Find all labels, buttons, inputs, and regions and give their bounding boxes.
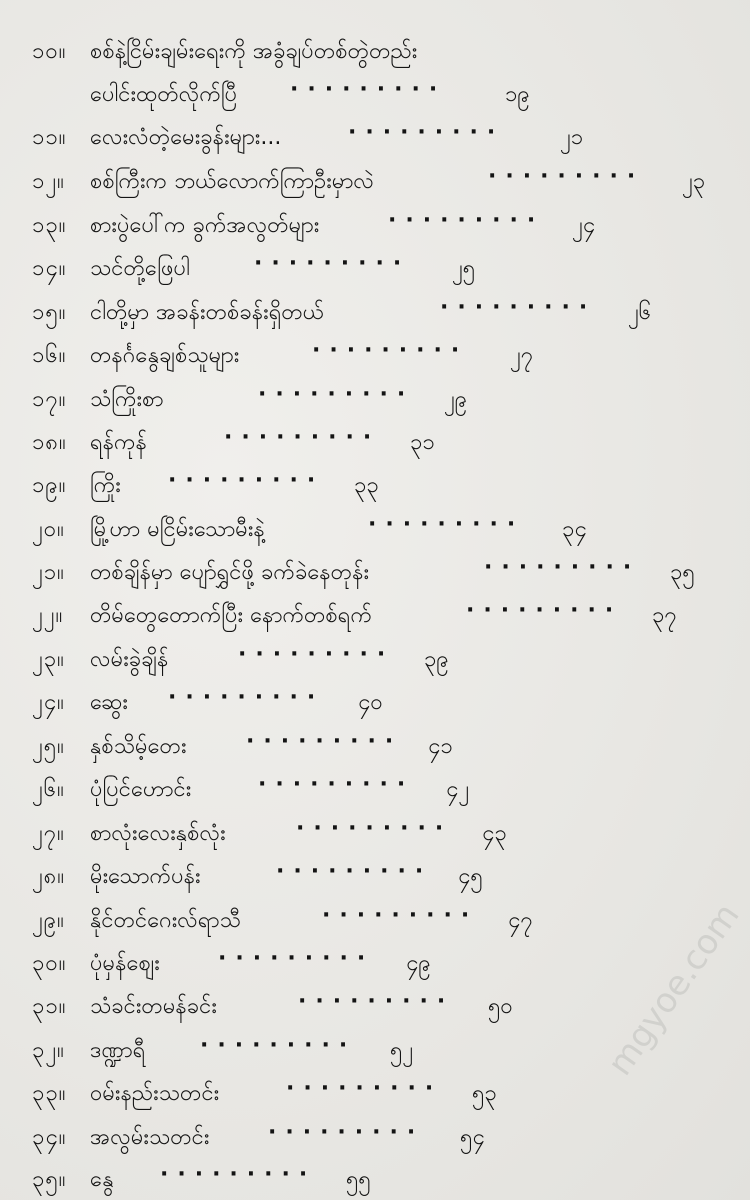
entry-page-number: ၃၄ bbox=[562, 517, 587, 542]
entry-title: စားပွဲပေါ်က ခွက်အလွတ်များ bbox=[90, 213, 320, 238]
entry-number: ၁၁။ bbox=[32, 125, 67, 150]
toc-entry bbox=[0, 466, 750, 506]
entry-title: သံကြိုးစာ bbox=[90, 387, 164, 412]
dot-leader: ········· bbox=[246, 729, 403, 754]
entry-number: ၁၈။ bbox=[32, 430, 67, 455]
entry-number: ၁၉။ bbox=[32, 473, 67, 498]
dot-leader: ········· bbox=[286, 1076, 443, 1101]
entry-title: ပုံပြင်ဟောင်း bbox=[90, 777, 192, 802]
entry-title: နိုင်တင်ဂေးလ်ရာသီ bbox=[90, 908, 241, 933]
toc-entry bbox=[0, 1074, 750, 1114]
dot-leader: ········· bbox=[258, 772, 415, 797]
entry-page-number: ၄၃ bbox=[482, 821, 507, 846]
entry-number: ၂၆။ bbox=[32, 777, 65, 802]
entry-title: နှစ်သိမ့်တေး bbox=[90, 734, 187, 759]
dot-leader: ········· bbox=[466, 598, 623, 623]
entry-title: တိမ်တွေတောက်ပြီး နောက်တစ်ရက် bbox=[90, 603, 372, 628]
toc-entry bbox=[0, 32, 750, 72]
dot-leader: ········· bbox=[258, 382, 415, 407]
dot-leader: ········· bbox=[168, 468, 325, 493]
toc-entry bbox=[0, 249, 750, 289]
dot-leader: ········· bbox=[254, 251, 411, 276]
entry-title: ကြိုး bbox=[90, 473, 121, 498]
entry-title: စစ်ကြီးက ဘယ်လောက်ကြာဦးမှာလဲ bbox=[90, 169, 375, 194]
toc-entry-continuation bbox=[0, 75, 750, 115]
entry-title: ဝမ်းနည်းသတင်း bbox=[90, 1081, 220, 1106]
entry-title: သင်တို့ဖြေပါ bbox=[90, 256, 190, 281]
entry-number: ၂၃။ bbox=[32, 647, 65, 672]
entry-page-number: ၂၅ bbox=[452, 256, 476, 281]
entry-number: ၂၈။ bbox=[32, 864, 66, 889]
toc-entry bbox=[0, 118, 750, 158]
entry-number: ၃၀။ bbox=[32, 951, 67, 976]
toc-entry bbox=[0, 727, 750, 767]
dot-leader: ········· bbox=[224, 425, 381, 450]
entry-number: ၃၅။ bbox=[32, 1167, 67, 1192]
watermark: mgyoe.com bbox=[600, 896, 748, 1083]
entry-page-number: ၃၁ bbox=[410, 430, 435, 455]
dot-leader: ········· bbox=[276, 859, 433, 884]
dot-leader: ········· bbox=[238, 642, 395, 667]
entry-title: ဆွေး bbox=[90, 690, 128, 715]
entry-title: အလွမ်းသတင်း bbox=[90, 1125, 210, 1150]
entry-page-number: ၄၉ bbox=[406, 951, 431, 976]
toc-entry bbox=[0, 162, 750, 202]
toc-entry bbox=[0, 553, 750, 593]
entry-number: ၁၇။ bbox=[32, 387, 67, 412]
toc-entry bbox=[0, 770, 750, 810]
toc-entry bbox=[0, 814, 750, 854]
toc-entry bbox=[0, 596, 750, 636]
entry-number: ၁၂။ bbox=[32, 169, 65, 194]
entry-page-number: ၃၅ bbox=[670, 560, 695, 585]
entry-number: ၂၀။ bbox=[32, 517, 65, 542]
entry-number: ၂၄။ bbox=[32, 690, 65, 715]
entry-number: ၁၄။ bbox=[32, 256, 67, 281]
toc-entry bbox=[0, 857, 750, 897]
toc-entry bbox=[0, 1160, 750, 1200]
entry-page-number: ၁၉ bbox=[505, 82, 530, 107]
entry-page-number: ၂၁ bbox=[560, 125, 584, 150]
dot-leader: ········· bbox=[298, 989, 455, 1014]
dot-leader: ········· bbox=[484, 555, 641, 580]
entry-number: ၁၅။ bbox=[32, 300, 67, 325]
entry-page-number: ၄၂ bbox=[446, 777, 470, 802]
entry-page-number: ၃၃ bbox=[354, 473, 379, 498]
entry-page-number: ၅၂ bbox=[390, 1038, 414, 1063]
entry-page-number: ၂၆ bbox=[628, 300, 652, 325]
entry-number: ၂၂။ bbox=[32, 603, 64, 628]
entry-page-number: ၄၅ bbox=[458, 864, 483, 889]
entry-page-number: ၄၁ bbox=[428, 734, 453, 759]
entry-title: မြို့ဟာ မငြိမ်းသောမီးနဲ့ bbox=[90, 517, 265, 542]
dot-leader: ········· bbox=[388, 208, 545, 233]
toc-entry bbox=[0, 206, 750, 246]
entry-number: ၂၅။ bbox=[32, 734, 65, 759]
dot-leader: ········· bbox=[348, 120, 505, 145]
toc-entry bbox=[0, 380, 750, 420]
entry-number: ၂၉။ bbox=[32, 908, 65, 933]
toc-entry bbox=[0, 293, 750, 333]
entry-page-number: ၅၀ bbox=[488, 994, 513, 1019]
entry-title-continuation: ပေါင်းထုတ်လိုက်ပြီ bbox=[90, 82, 238, 107]
entry-number: ၁၃။ bbox=[32, 213, 67, 238]
dot-leader: ········· bbox=[268, 1120, 425, 1145]
entry-page-number: ၃၉ bbox=[424, 647, 449, 672]
entry-page-number: ၅၄ bbox=[460, 1125, 485, 1150]
entry-page-number: ၂၇ bbox=[510, 343, 534, 368]
dot-leader: ········· bbox=[290, 77, 447, 102]
entry-number: ၂၇။ bbox=[32, 821, 65, 846]
entry-page-number: ၂၃ bbox=[682, 169, 706, 194]
dot-leader: ········· bbox=[440, 295, 597, 320]
toc-entry bbox=[0, 683, 750, 723]
entry-title: မိုးသောက်ပန်း bbox=[90, 864, 201, 889]
entry-number: ၁၀။ bbox=[32, 39, 67, 64]
entry-title: ရန်ကုန် bbox=[90, 430, 147, 455]
entry-page-number: ၅၃ bbox=[472, 1081, 497, 1106]
dot-leader: ········· bbox=[200, 1033, 357, 1058]
toc-entry bbox=[0, 1118, 750, 1158]
entry-page-number: ၄၀ bbox=[358, 690, 383, 715]
entry-page-number: ၂၉ bbox=[444, 387, 468, 412]
entry-title: ဒဏ္ဍာရီ bbox=[90, 1038, 146, 1063]
entry-number: ၁၆။ bbox=[32, 343, 67, 368]
dot-leader: ········· bbox=[168, 685, 325, 710]
entry-number: ၃၂။ bbox=[32, 1038, 65, 1063]
entry-title: စစ်နဲ့ငြိမ်းချမ်းရေးကို အခွံချပ်တစ်တွဲတည်း bbox=[90, 39, 418, 64]
entry-title: ပုံမှန်စျေး bbox=[90, 951, 160, 976]
toc-entry bbox=[0, 944, 750, 984]
toc-entry bbox=[0, 640, 750, 680]
entry-page-number: ၄၇ bbox=[508, 908, 533, 933]
entry-number: ၃၄။ bbox=[32, 1125, 67, 1150]
entry-page-number: ၅၅ bbox=[346, 1167, 371, 1192]
entry-title: လေးလံတဲ့မေးခွန်းများ... bbox=[90, 125, 282, 150]
dot-leader: ········· bbox=[488, 164, 645, 189]
entry-page-number: ၂၄ bbox=[572, 213, 596, 238]
toc-entry bbox=[0, 901, 750, 941]
entry-title: လမ်းခွဲချိန် bbox=[90, 647, 169, 672]
dot-leader: ········· bbox=[296, 816, 453, 841]
entry-title: နွေ bbox=[90, 1167, 114, 1192]
dot-leader: ········· bbox=[368, 512, 525, 537]
entry-number: ၃၁။ bbox=[32, 994, 67, 1019]
toc-entry bbox=[0, 510, 750, 550]
toc-entry bbox=[0, 336, 750, 376]
entry-title: သံခင်းတမန်ခင်း bbox=[90, 994, 217, 1019]
dot-leader: ········· bbox=[218, 946, 375, 971]
toc-entry bbox=[0, 423, 750, 463]
dot-leader: ········· bbox=[160, 1162, 317, 1187]
dot-leader: ········· bbox=[322, 903, 479, 928]
entry-number: ၂၁။ bbox=[32, 560, 65, 585]
entry-title: တစ်ချိန်မှာ ပျော်ရွှင်ဖို့ ခက်ခဲနေတုန်း bbox=[90, 560, 370, 585]
dot-leader: ········· bbox=[312, 338, 469, 363]
entry-title: တနင်္ဂနွေချစ်သူများ bbox=[90, 343, 240, 368]
entry-title: စာလုံးလေးနှစ်လုံး bbox=[90, 821, 226, 846]
entry-page-number: ၃၇ bbox=[652, 603, 677, 628]
entry-title: ငါတို့မှာ အခန်းတစ်ခန်းရှိတယ် bbox=[90, 300, 325, 325]
entry-number: ၃၃။ bbox=[32, 1081, 67, 1106]
